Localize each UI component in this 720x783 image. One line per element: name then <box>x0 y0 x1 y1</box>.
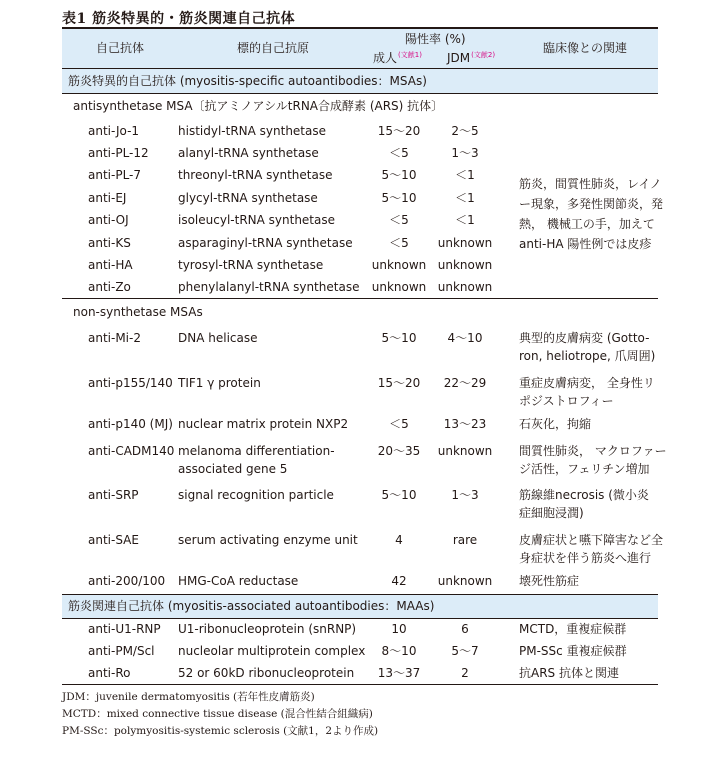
bottom-rule <box>62 684 658 685</box>
antigen-name: associated gene 5 <box>178 462 288 476</box>
antigen-name: melanoma differentiation- <box>178 444 335 458</box>
antibody-name: anti-U1-RNP <box>88 622 161 636</box>
antigen-name: signal recognition particle <box>178 488 334 502</box>
antibody-name: anti-OJ <box>88 213 129 227</box>
jdm-positivity: rare <box>452 533 478 547</box>
clinical-association-line: ー現象，多発性関節炎，発 <box>519 197 664 211</box>
adult-positivity: 20～35 <box>377 444 421 458</box>
antibody-name: anti-Jo-1 <box>88 124 140 138</box>
section-rule <box>62 298 658 299</box>
clinical-association: 症細胞浸潤) <box>519 506 584 520</box>
header-jdm: JDM$^{(文献2)}$ <box>447 51 496 65</box>
jdm-positivity: 1～3 <box>451 488 479 502</box>
table-title: 表1 筋炎特異的・筋炎関連自己抗体 <box>62 11 296 27</box>
adult-positivity: 5～10 <box>381 488 417 502</box>
section-rule <box>62 618 658 619</box>
jdm-positivity: unknown <box>437 236 493 250</box>
clinical-association: 皮膚症状と嚥下障害など全 <box>519 533 664 547</box>
footnote-jdm: JDM：juvenile dermatomyositis (若年性皮膚筋炎) <box>62 691 315 703</box>
jdm-positivity: unknown <box>437 258 493 272</box>
jdm-positivity: unknown <box>437 574 493 588</box>
adult-positivity: 4 <box>395 533 403 547</box>
adult-positivity: 5～10 <box>381 331 417 345</box>
jdm-positivity: ＜1 <box>455 191 475 205</box>
clinical-association: ジ活性，フェリチン増加 <box>519 462 650 476</box>
antibody-name: anti-EJ <box>88 191 127 205</box>
antigen-name: U1-ribonucleoprotein (snRNP) <box>178 622 357 636</box>
antigen-name: asparaginyl-tRNA synthetase <box>178 236 353 250</box>
antigen-name: DNA helicase <box>178 331 258 345</box>
antibody-name: anti-SRP <box>88 488 139 502</box>
clinical-association: ron, heliotrope, 爪周囲) <box>519 349 656 363</box>
section-ars: antisynthetase MSA〔抗アミノアシルtRNA合成酵素 (ARS) 抗体〕 <box>73 99 444 113</box>
clinical-association: 間質性肺炎， マクロファー <box>519 444 667 458</box>
adult-positivity: ＜5 <box>389 417 409 431</box>
antigen-name: tyrosyl-tRNA synthetase <box>178 258 324 272</box>
antigen-name: isoleucyl-tRNA synthetase <box>178 213 336 227</box>
jdm-positivity: 6 <box>461 622 469 636</box>
clinical-association: 石灰化，拘縮 <box>519 417 592 431</box>
header-antigen: 標的自己抗原 <box>237 41 310 55</box>
jdm-positivity: unknown <box>437 444 493 458</box>
antigen-name: glycyl-tRNA synthetase <box>178 191 318 205</box>
adult-positivity: 42 <box>391 574 407 588</box>
adult-positivity: ＜5 <box>389 146 409 160</box>
antigen-name: 52 or 60kD ribonucleoprotein <box>178 666 355 680</box>
clinical-association: 壊死性筋症 <box>519 574 580 588</box>
section-rule <box>62 93 658 94</box>
antibody-name: anti-Mi-2 <box>88 331 141 345</box>
jdm-positivity: ＜1 <box>455 213 475 227</box>
header-clinical: 臨床像との関連 <box>543 41 628 55</box>
clinical-association: ポジストロフィー <box>519 394 614 408</box>
antibody-name: anti-Ro <box>88 666 131 680</box>
antigen-name: nuclear matrix protein NXP2 <box>178 417 349 431</box>
jdm-positivity: 4～10 <box>447 331 483 345</box>
jdm-positivity: 13～23 <box>443 417 487 431</box>
adult-positivity: unknown <box>371 280 427 294</box>
adult-positivity: 13～37 <box>377 666 421 680</box>
clinical-association-line: 筋炎，間質性肺炎，レイノ <box>519 177 662 191</box>
antigen-name: alanyl-tRNA synthetase <box>178 146 319 160</box>
antibody-name: anti-Zo <box>88 280 131 294</box>
clinical-association: 重症皮膚病変， 全身性リ <box>519 376 655 390</box>
jdm-ref: (文献2) <box>471 51 496 59</box>
antigen-name: HMG-CoA reductase <box>178 574 299 588</box>
jdm-positivity: 5～7 <box>451 644 479 658</box>
antigen-name: threonyl-tRNA synthetase <box>178 168 333 182</box>
clinical-association: PM-SSc 重複症候群 <box>519 644 627 658</box>
header-antibody: 自己抗体 <box>96 41 145 55</box>
antibody-name: anti-200/100 <box>88 574 166 588</box>
antigen-name: histidyl-tRNA synthetase <box>178 124 327 138</box>
section-maa: 筋炎関連自己抗体 (myositis-associated autoantibodies：MAAs) <box>68 599 435 613</box>
adult-positivity: 5～10 <box>381 168 417 182</box>
antigen-name: serum activating enzyme unit <box>178 533 358 547</box>
clinical-association: 抗ARS 抗体と関連 <box>519 666 619 680</box>
jdm-positivity: 22～29 <box>443 376 487 390</box>
clinical-association: MCTD，重複症候群 <box>519 622 627 636</box>
clinical-association: 典型的皮膚病変 (Gotto- <box>519 331 650 345</box>
antibody-name: anti-PL-7 <box>88 168 142 182</box>
clinical-association-line: 熱， 機械工の手，加えて <box>519 217 655 231</box>
clinical-association: 身症状を伴う筋炎へ進行 <box>519 551 652 565</box>
adult-ref: (文献1) <box>398 51 422 59</box>
antibody-name: anti-p140 (MJ) <box>88 417 173 431</box>
clinical-association-line: anti-HA 陽性例では皮疹 <box>519 237 652 251</box>
clinical-association: 筋線維necrosis (微小炎 <box>519 488 649 502</box>
header-adult: 成人$^{(文献1)}$ <box>373 51 422 65</box>
antibody-name: anti-p155/140 <box>88 376 173 390</box>
footnote-pmssc: PM-SSc：polymyositis-systemic sclerosis (文献1，2より作成) <box>62 725 379 737</box>
antibody-name: anti-HA <box>88 258 133 272</box>
antibody-name: anti-KS <box>88 236 131 250</box>
adult-positivity: 15～20 <box>377 376 421 390</box>
adult-positivity: ＜5 <box>389 213 409 227</box>
adult-positivity: 15～20 <box>377 124 421 138</box>
antigen-name: nucleolar multiprotein complex <box>178 644 366 658</box>
jdm-positivity: 1～3 <box>451 146 479 160</box>
jdm-positivity: ＜1 <box>455 168 475 182</box>
antibody-name: anti-PL-12 <box>88 146 149 160</box>
adult-positivity: 10 <box>391 622 407 636</box>
antibody-name: anti-CADM140 <box>88 444 175 458</box>
antibody-name: anti-SAE <box>88 533 139 547</box>
footnote-mctd: MCTD：mixed connective tissue disease (混合性結合組織病) <box>62 708 373 720</box>
adult-positivity: 8～10 <box>381 644 417 658</box>
section-nonsynthetase: non-synthetase MSAs <box>73 305 203 319</box>
antigen-name: TIF1 γ protein <box>178 376 261 390</box>
adult-positivity: ＜5 <box>389 236 409 250</box>
antibody-name: anti-PM/Scl <box>88 644 155 658</box>
antigen-name: phenylalanyl-tRNA synthetase <box>178 280 360 294</box>
header-positivity: 陽性率 (%) <box>405 32 466 46</box>
jdm-positivity: unknown <box>437 280 493 294</box>
jdm-positivity: 2 <box>461 666 469 680</box>
adult-positivity: unknown <box>371 258 427 272</box>
section-msa: 筋炎特異的自己抗体 (myositis-specific autoantibodies：MSAs) <box>68 74 427 88</box>
adult-positivity: 5～10 <box>381 191 417 205</box>
jdm-positivity: 2～5 <box>451 124 479 138</box>
